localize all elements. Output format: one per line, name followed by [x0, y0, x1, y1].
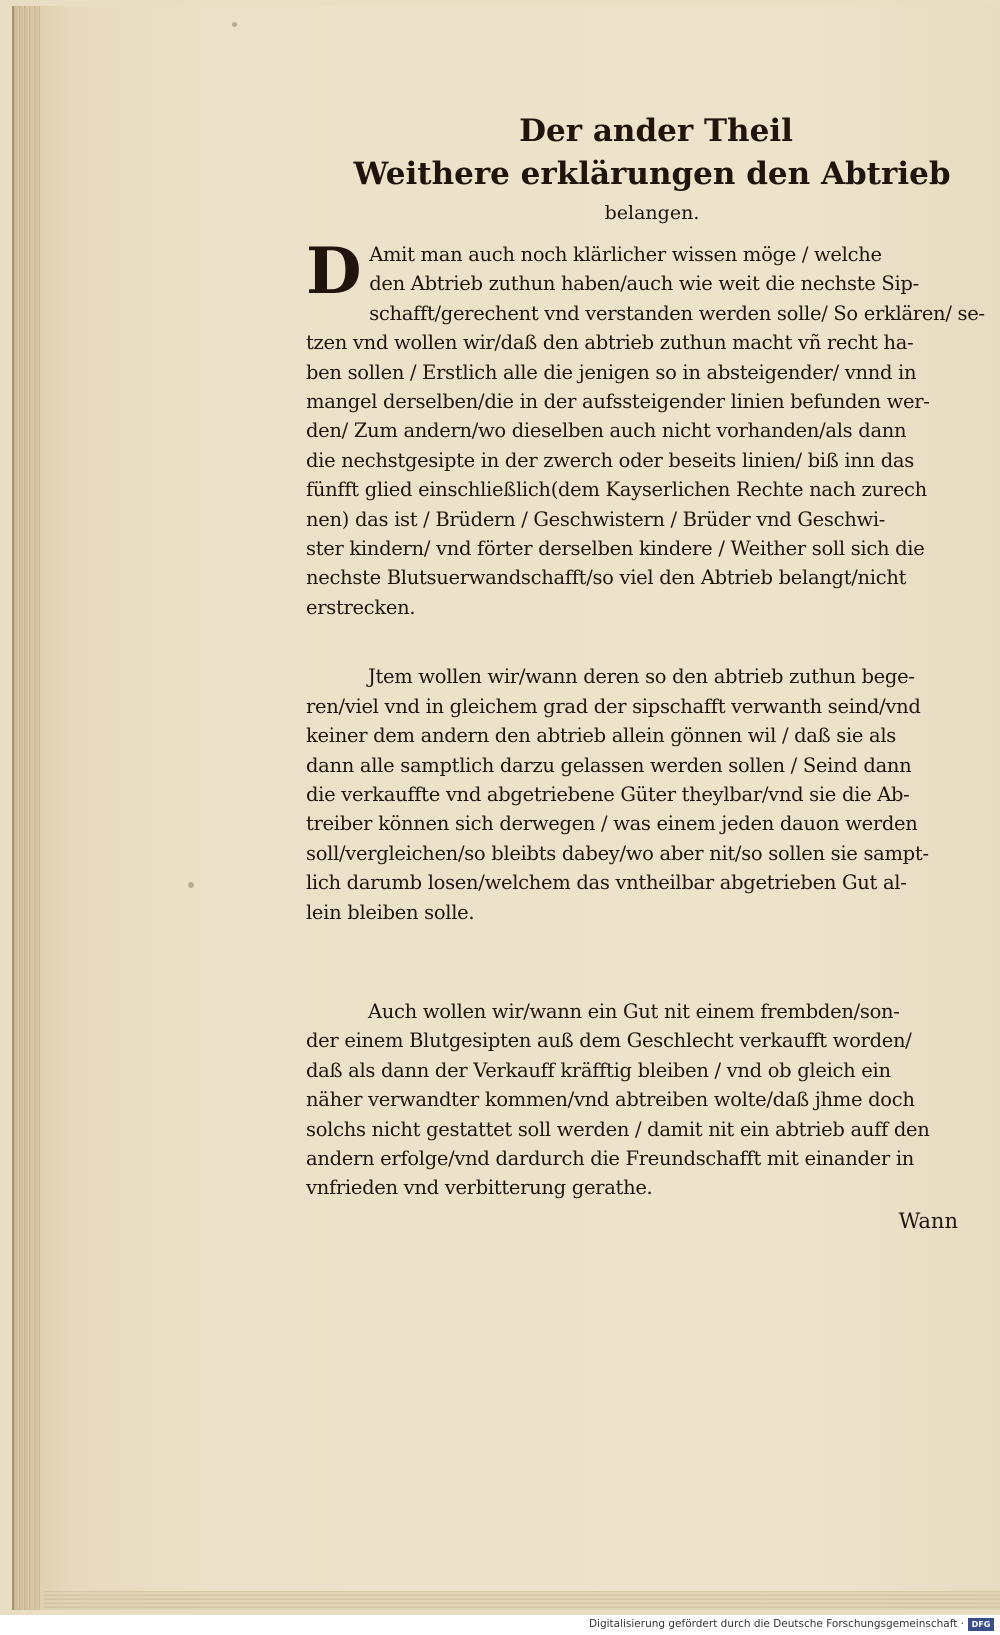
text-line: nen) das ist / Brüdern / Geschwistern / Brüder vnd Geschwi- [306, 507, 886, 531]
text-line: solchs nicht gestattet soll werden / damit nit ein abtrieb auff den [306, 1117, 930, 1141]
text-line: näher verwandter kommen/vnd abtreiben wolte/daß jhme doch [306, 1088, 915, 1112]
text-line: den Abtrieb zuthun haben/auch wie weit die nechste Sip- [369, 272, 919, 296]
text-line: lein bleiben solle. [306, 900, 475, 924]
text-line: mangel derselben/die in der aufssteigender linien befunden wer- [306, 390, 930, 414]
text-line: der einem Blutgesipten auß dem Geschlecht verkaufft worden/ [306, 1029, 912, 1053]
text-line: fünfft glied einschließlich(dem Kayserlichen Rechte nach zurech [306, 478, 927, 502]
text-line: ren/viel vnd in gleichem grad der sipschafft verwanth seind/vnd [306, 694, 921, 718]
text-line: erstrecken. [306, 595, 416, 619]
text-line: daß als dann der Verkauff kräfftig bleiben / vnd ob gleich ein [306, 1058, 891, 1082]
text-line: den/ Zum andern/wo dieselben auch nicht vorhanden/als dann [306, 419, 907, 443]
text-line: nechste Blutsuerwandschafft/so viel den Abtrieb belangt/nicht [306, 566, 907, 590]
paragraph-2 [306, 662, 958, 927]
ink-spot [232, 22, 237, 27]
text-line: die nechstgesipte in der zwerch oder beseits linien/ biß inn das [306, 448, 914, 472]
text-line: ster kindern/ vnd förter derselben kindere / Weither soll sich die [306, 537, 925, 561]
paragraph-3 [306, 997, 958, 1203]
text-line: die verkauffte vnd abgetriebene Güter theylbar/vnd sie die Ab- [306, 782, 910, 806]
text-line: andern erfolge/vnd dardurch die Freundschafft mit einander in [306, 1146, 915, 1170]
text-line: dann alle samptlich darzu gelassen werden sollen / Seind dann [306, 753, 912, 777]
section-heading: Der ander Theil [519, 113, 793, 149]
text-line: soll/vergleichen/so bleibts dabey/wo aber nit/so sollen sie sampt- [306, 841, 929, 865]
drop-cap: D [306, 234, 362, 309]
text-line: lich darumb losen/welchem das vntheilbar abgetrieben Gut al- [306, 871, 907, 895]
catchword: Wann [898, 1208, 958, 1233]
page-bottom-edge [44, 1591, 1000, 1610]
page-text [306, 110, 985, 1233]
paragraph-1 [306, 234, 985, 622]
text-line: Amit man auch noch klärlicher wissen möge / welche [369, 243, 882, 266]
text-line: vnfrieden vnd verbitterung gerathe. [306, 1176, 653, 1200]
text-line: ben sollen / Erstlich alle die jenigen so in absteigender/ vnnd in [306, 360, 917, 384]
text-line: Jtem wollen wir/wann deren so den abtrieb zuthun bege- [368, 665, 915, 689]
section-subheading-cont: belangen. [604, 202, 700, 224]
dfg-logo: DFG [968, 1618, 994, 1631]
funding-credit: Digitalisierung gefördert durch die Deutsche Forschungsgemeinschaft · [588, 1618, 964, 1630]
text-line: tzen vnd wollen wir/daß den abtrieb zuthun macht vñ recht ha- [306, 331, 914, 355]
text-line: treiber können sich derwegen / was einem jeden dauon werden [306, 812, 918, 836]
footer-bar [0, 1615, 1000, 1635]
text-line: keiner dem andern den abtrieb allein gönnen wil / daß sie als [306, 724, 896, 748]
page-edge [14, 6, 40, 1610]
text-line: schafft/gerechent vnd verstanden werden solle/ So erklären/ se- [369, 301, 985, 325]
text-line: Auch wollen wir/wann ein Gut nit einem frembden/son- [368, 999, 900, 1023]
ink-spot [188, 882, 194, 888]
section-subheading: Weithere erklärungen den Abtrieb [353, 156, 951, 192]
